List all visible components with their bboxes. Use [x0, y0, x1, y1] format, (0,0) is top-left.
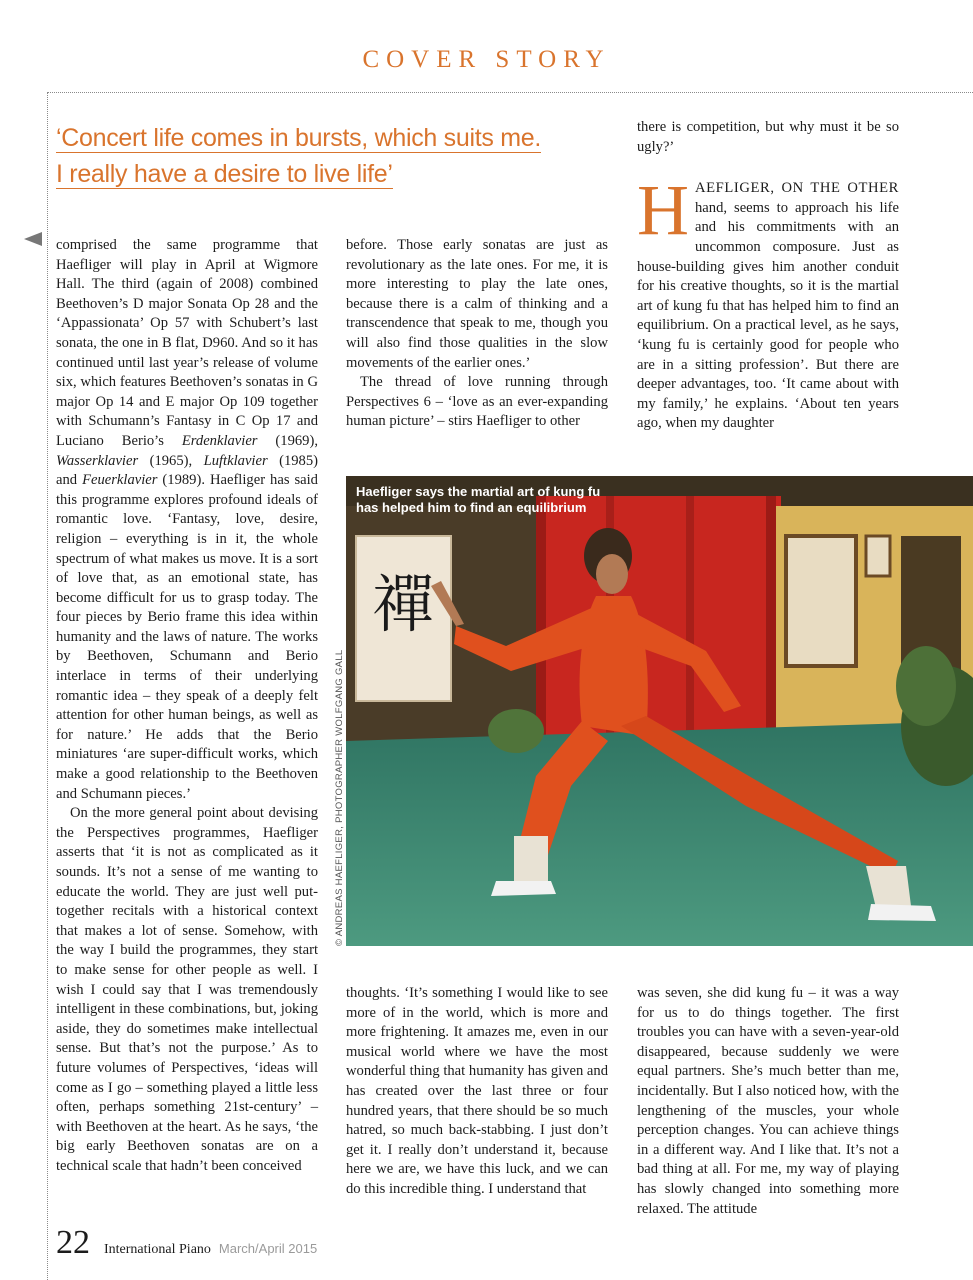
text-run: (1965), — [138, 452, 204, 469]
column-2-bottom — [346, 984, 608, 1200]
work-title: Erdenklavier — [181, 432, 258, 449]
column-3-bottom — [637, 984, 899, 1219]
issue-date: March/April 2015 — [218, 1241, 318, 1256]
paragraph: there is competition, but why must it be so ugly?’ — [637, 119, 899, 155]
paragraph: before. Those early sonatas are just as revolutionary as the late ones. For me, it is more interesting to play the late ones, because there is a calm of thinking and a transcendence that speak to me, though you will also find those qualities in the slow movements of the earlier ones.’ — [346, 237, 608, 371]
calligraphy-character: 禪 — [371, 568, 435, 641]
photo-credit: © ANDREAS HAEFLIGER, PHOTOGRAPHER WOLFGANG GALL — [334, 649, 345, 946]
magazine-name: International Piano — [104, 1242, 211, 1257]
work-title: Feuerklavier — [82, 472, 158, 489]
paragraph — [56, 236, 318, 804]
column-3-top — [637, 118, 899, 434]
photo-caption: Haefliger says the martial art of kung fu has helped him to find an equilibrium — [356, 484, 601, 515]
section-label: COVER STORY — [362, 46, 611, 73]
text-run: (1969), — [257, 432, 318, 449]
paragraph: On the more general point about devising the Perspectives programmes, Haefliger asserts that ‘it is not as complicated as it sounds. It’s not a sense of me wanting to educate the world. They are just well put-together recitals with a historical context that makes a lot of sense. Somehow, with the way I build the programmes, they start to make sense for other people as well. I wish I could say that I was tremendously intelligent in these combinations, but, joking aside, they do sometimes make intellectual sense. But that’s not the purpose.’ As to future volumes of Perspectives, ‘ideas will come as I go – something played a little less often, perhaps something 21st-century’ – with Beethoven at the heart. As he says, ‘the big early Beethoven sonatas are on a technical scale that hadn’t been conceived — [56, 805, 318, 1174]
text-run: hand, seems to approach his life and his commitments with an uncommon composure. Just as house-building gives him another conduit for his creative thoughts, so it is the martial art of kung fu that has helped him to find an equilibrium. On a practical level, as he says, ‘kung fu is certainly good for people who are in a sitting profession’. But there are deeper advantages, too. ‘It came about with my family,’ he explains. ‘About ten years ago, when my daughter — [637, 199, 899, 432]
photo-illustration — [346, 476, 973, 946]
column-2-top — [346, 236, 608, 432]
pull-quote-line-2: I really have a desire to live life’ — [56, 160, 393, 188]
continuation-arrow-icon — [24, 232, 42, 246]
dotted-rule-horizontal — [47, 92, 973, 93]
column-1 — [56, 236, 318, 1177]
page-footer — [56, 1224, 317, 1262]
work-title: Wasserklavier — [56, 452, 139, 469]
pull-quote — [56, 120, 596, 192]
pull-quote-line-1: ‘Concert life comes in bursts, which suits me. — [56, 124, 541, 152]
work-title: Luftklavier — [203, 452, 268, 469]
text-run: comprised the same programme that Haefliger will play in April at Wigmore Hall. The third (again of 2008) combined Beethoven’s D major Sonata Op 28 and the ‘Appassionata’ Op 57 with Schubert’s last sonata, the one in B flat, D960. And so it has continued until last year’s release of volume six, which features Beethoven’s sonatas in G major Op 14 and E major Op 109 together with Schumann’s Fantasy in C Op 17 and Luciano Berio’s — [56, 237, 318, 449]
paragraph: The thread of love running through Perspectives 6 – ‘love as an ever-expanding human picture’ – stirs Haefliger to other — [346, 374, 608, 430]
text-run: (1985) and — [56, 452, 318, 489]
paragraph — [637, 170, 899, 434]
lead-in: AEFLIGER, ON THE OTHER — [695, 180, 899, 197]
paragraph: thoughts. ‘It’s something I would like to see more of in the world, which is more and more frightening. It amazes me, even in our musical world where we have the most wonderful thing that humanity has given and has created over the last three or four hundred years, that there should be so much hatred, so much back-stabbing. I just don’t get it. I really don’t understand it, because here we are, we have this luck, and we can do this incredible thing. I understand that — [346, 985, 608, 1197]
page-number: 22 — [56, 1224, 90, 1261]
text-run: (1989). Haefliger has said this programme explores profound ideals of romantic love. ‘Fantasy, love, desire, religion – everything is in it, the whole spectrum of what makes us move. It is a sort of love that, as an emotional state, has become difficult for us to grasp today. The four pieces by Berio frame this idea within humanity and the laws of nature. The works by Beethoven, Schumann and Berio interlace in terms of their underlying romantic idea – they speak of a deeply felt attention for other human beings, as well as for nature.’ He adds that the Berio miniatures ‘are super-difficult works, which make a good relationship to the Beethoven and Schumann pieces.’ — [56, 472, 318, 802]
kung-fu-photo — [346, 476, 973, 946]
dotted-rule-vertical — [47, 92, 48, 1280]
paragraph: was seven, she did kung fu – it was a way for us to do things together. The first troubles you can have with a seven-year-old disappeared, because suddenly we were equal partners. She’s much better than me, incidentally. But I also noticed how, with the lengthening of the muscles, your whole perception changes. You can achieve things in a different way. And I like that. It’s not a bad thing at all. For me, my way of playing has slowly changed into something more relaxed. The attitude — [637, 985, 899, 1217]
drop-cap: H — [637, 170, 689, 251]
